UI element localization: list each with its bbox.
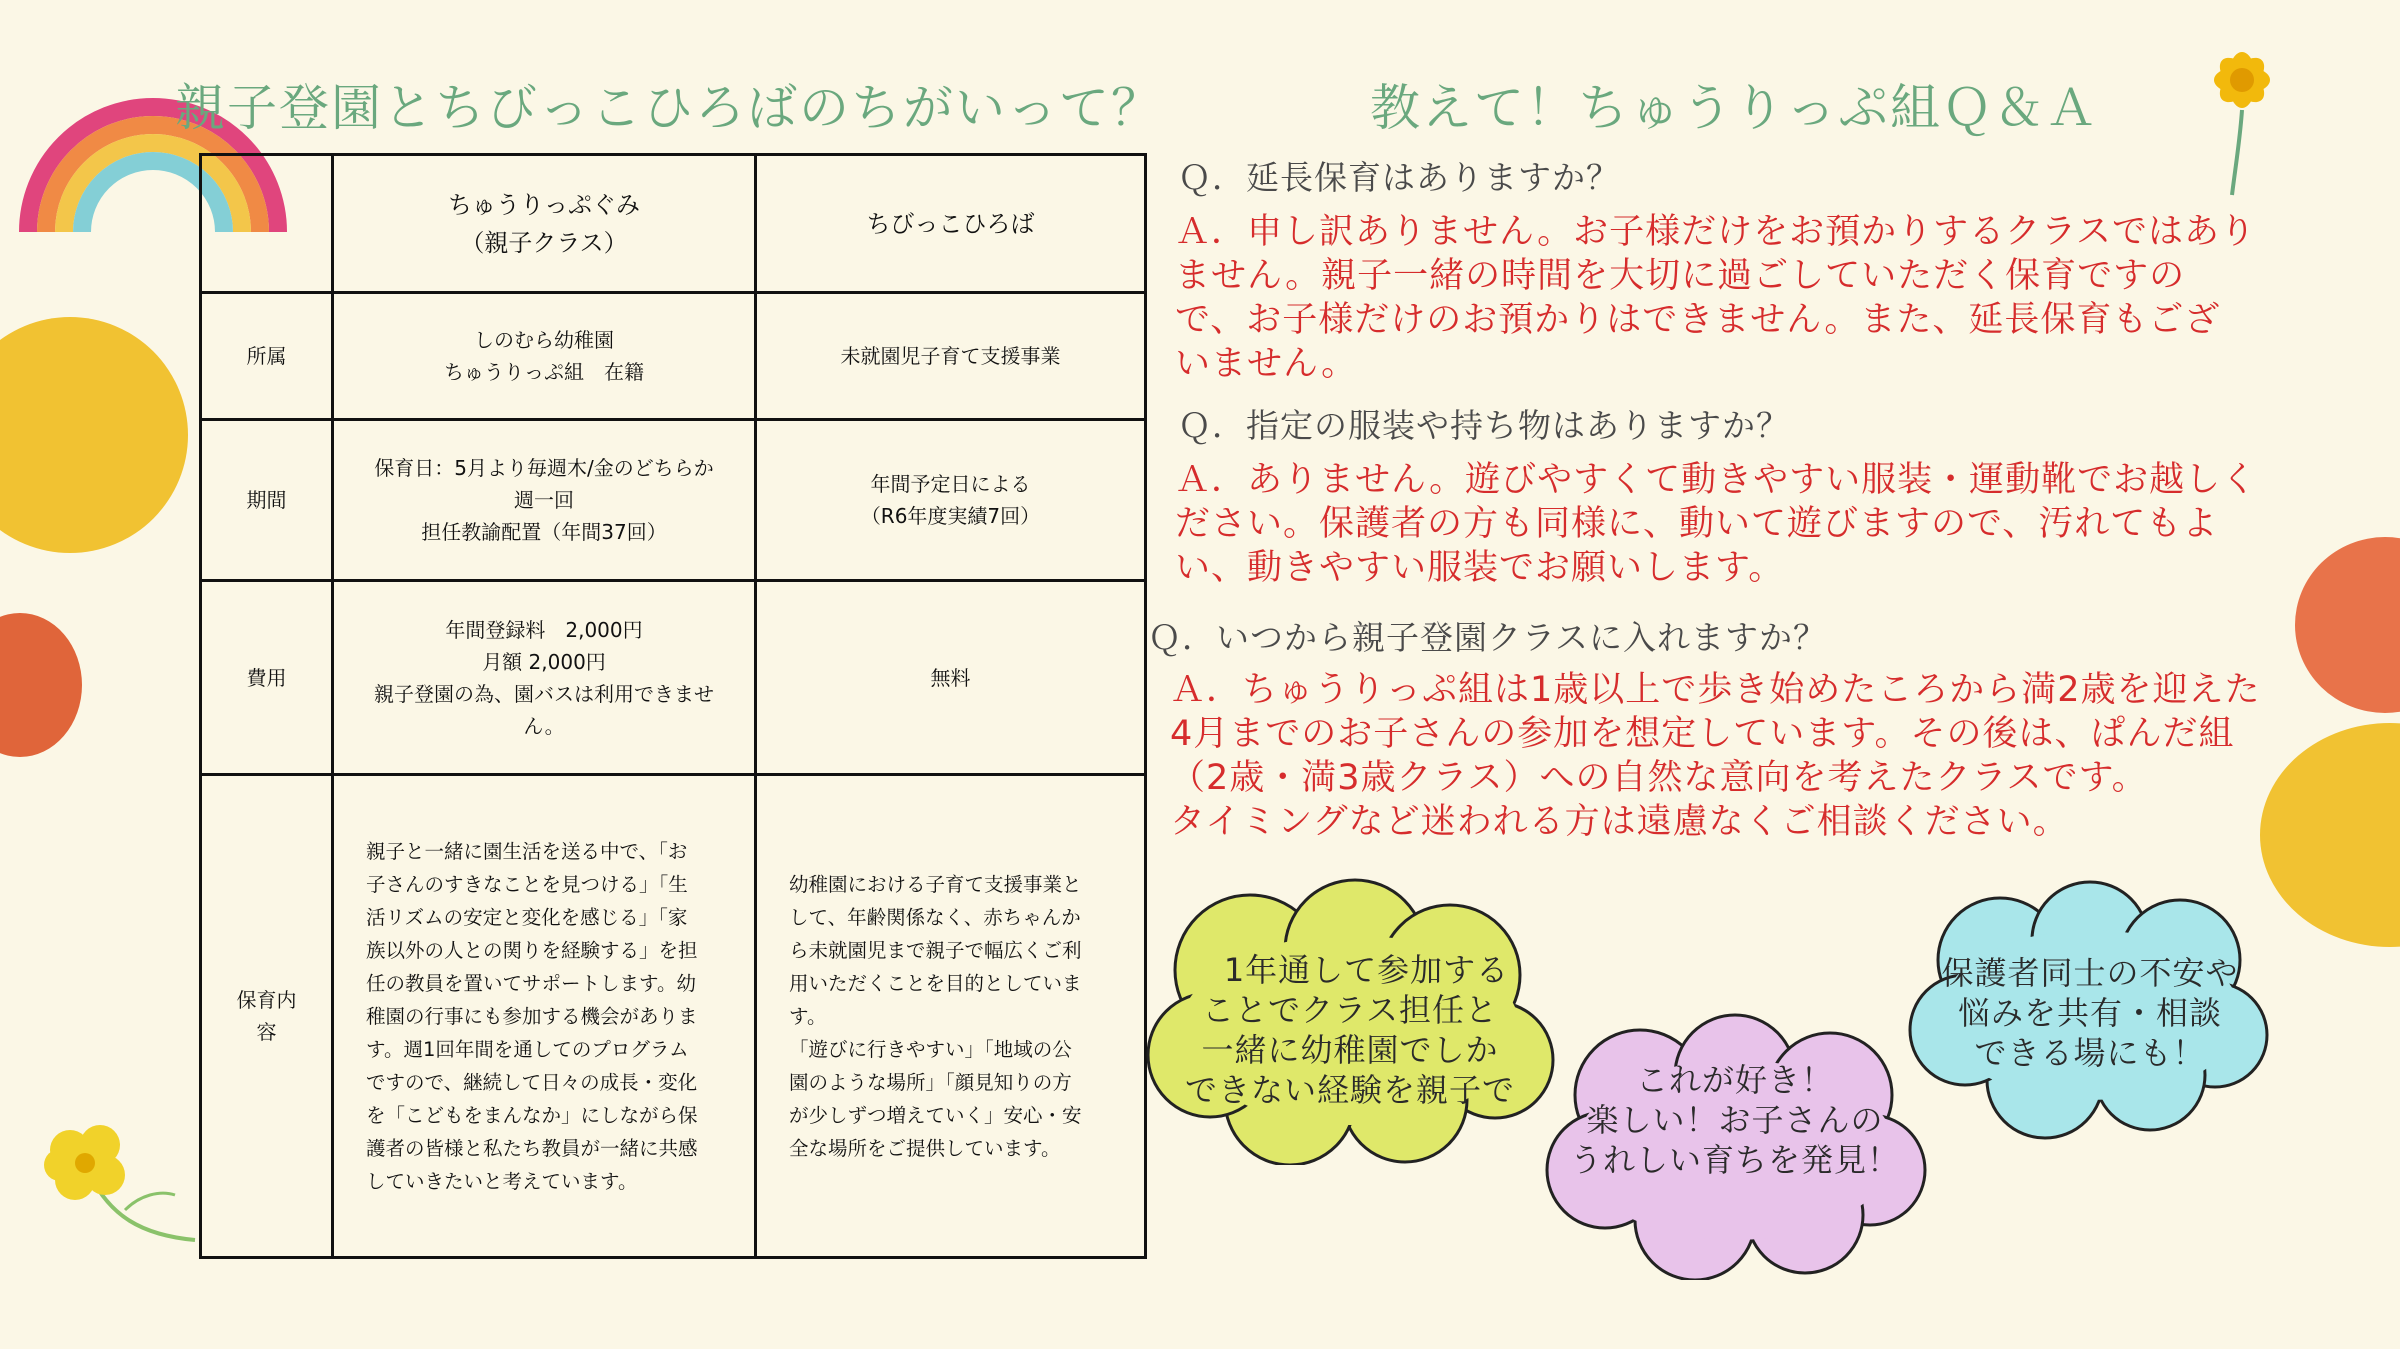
table-row xyxy=(201,293,1146,420)
cloud-text-cyan: 保護者同士の不安や 悩みを共有・相談 できる場にも！ xyxy=(1941,954,2239,1072)
question-3: Ｑ．いつから親子登園クラスに入れますか？ xyxy=(1148,618,1828,657)
answer-3: Ａ．ちゅうりっぷ組は1歳以上で歩き始めたころから満2歳を迎えた 4月までのお子さんの参加を想定しています。その後は、ぱんだ組 （2歳・満3歳クラス）への自然な意向を考えたクラスです。 タイミングなど迷われる方は遠慮なくご相談ください。 xyxy=(1170,670,2261,842)
tulip-cell: しのむら幼稚園 ちゅうりっぷ組 在籍 xyxy=(333,293,756,420)
hiroba-cell: 無料 xyxy=(756,581,1146,775)
row-label: 期間 xyxy=(201,420,333,581)
question-2: Ｑ．指定の服装や持ち物はありますか？ xyxy=(1178,406,1790,445)
qa-title: 教えて！ちゅうりっぷ組Ｑ＆Ａ xyxy=(1370,79,2098,137)
table-row xyxy=(201,420,1146,581)
question-1: Ｑ．延長保育はありますか？ xyxy=(1178,158,1620,197)
table-header-row xyxy=(201,155,1146,293)
page-title: 親子登園とちびっこひろばのちがいって？ xyxy=(175,79,1163,137)
answer-1: Ａ．申し訳ありません。お子様だけをお預かりするクラスではあり ません。親子一緒の時間を大切に過ごしていただく保育ですの で、お子様だけのお預かりはできません。また、延長保育もござ いません。 xyxy=(1175,212,2257,384)
tulip-cell: 親子と一緒に園生活を送る中で、「お 子さんのすきなことを見つける」「生 活リズムの安定と変化を感じる」「家 族以外の人との関り​を経験する」を担 任の教員を置いてサポートします。幼 稚園の行事にも参加する機会がありま す。週1回年間を通してのプログラム ですので、継続して日々の成長・変化 を「こどもをまんなか」にしながら保 護者の皆様と私たち教員が一緒に共感 していきたいと考えています。 xyxy=(333,775,756,1258)
table-row xyxy=(201,775,1146,1258)
orange-blob-left xyxy=(0,605,90,765)
table-header-hiroba: ちびっこひろば xyxy=(756,155,1146,293)
flower-icon-top-right xyxy=(2180,40,2310,200)
cloud-text-purple: これが好き！ 楽しい！お子さんの うれしい育ちを発見！ xyxy=(1569,1061,1900,1179)
hiroba-cell: 未就園児子育て支援事業 xyxy=(756,293,1146,420)
yellow-blob-left xyxy=(0,310,200,560)
row-label: 費用 xyxy=(201,581,333,775)
table-header-tulip: ちゅうりっぷぐみ （親子クラス） xyxy=(333,155,756,293)
flower-icon-bottom-left xyxy=(30,1115,200,1255)
hiroba-cell: 幼稚園における子育て支援事業と して、年齢関係なく、赤ちゃんか ら未就園児まで親子で幅広くご利 用いただくことを目的としていま す。 「遊びに行きやすい」「地域の公 園のような場所」「顔見知りの方 が少しずつ増えていく」安心・安 全な場所をご提供しています。 xyxy=(756,775,1146,1258)
cloud-text-yellow: 1年通して参加する ことでクラス担任と 一緒に幼稚園でしか できない経験を親子で xyxy=(1184,951,1515,1109)
row-label: 保育内 容 xyxy=(201,775,333,1258)
comparison-table xyxy=(199,153,1147,1259)
row-label: 所属 xyxy=(201,293,333,420)
orange-blob-right xyxy=(2290,535,2400,715)
table-header-cell xyxy=(201,155,333,293)
hiroba-cell: 年間予定日による （R6年度実績7回） xyxy=(756,420,1146,581)
tulip-cell: 保育日：5月より毎週木/金のどちらか 週一回 担任教諭配置（年間37回） xyxy=(333,420,756,581)
tulip-cell: 年間登録料 2,000円 月額 2,000円 親子登園の為、園バスは利用できませ ん。 xyxy=(333,581,756,775)
answer-2: Ａ．ありません。遊びやすくて動きやすい服装・運動靴でお越しく ださい。保護者の方も同様に、動いて遊びますので、汚れてもよ い、動きやすい服装でお願いします。 xyxy=(1175,460,2258,588)
table-row xyxy=(201,581,1146,775)
